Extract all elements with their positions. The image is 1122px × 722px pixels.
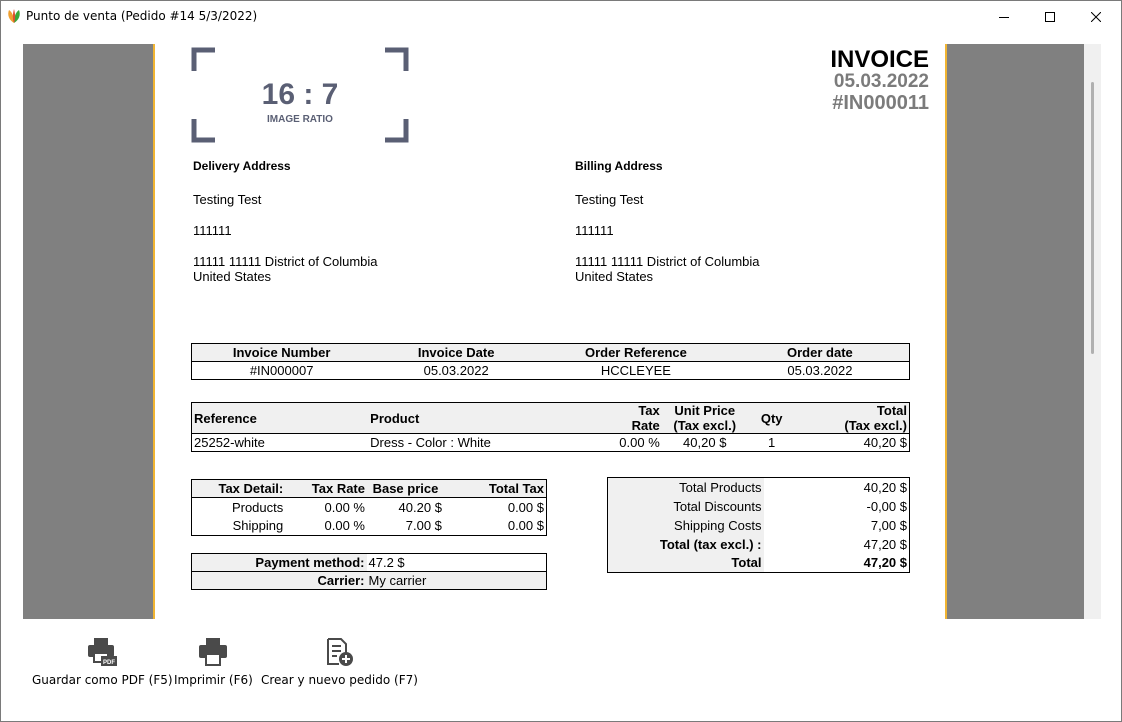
- products-table: [191, 402, 910, 452]
- close-button[interactable]: [1073, 1, 1119, 32]
- table-row: [192, 362, 910, 380]
- print-button[interactable]: [174, 637, 253, 687]
- invoice-info-table: [191, 343, 910, 380]
- column-header: Invoice Number: [192, 344, 372, 362]
- save-pdf-button[interactable]: [32, 637, 173, 687]
- delivery-phone: 111111: [193, 223, 232, 238]
- table-cell: 0.00 %: [324, 518, 365, 534]
- table-cell: 40.20 $: [398, 499, 442, 515]
- column-header: Tax Detail:: [192, 480, 286, 498]
- maximize-button[interactable]: [1027, 1, 1073, 32]
- column-header: Total Tax: [444, 480, 547, 498]
- column-header: Product: [368, 403, 588, 434]
- table-cell: 7.00 $: [405, 518, 442, 534]
- table-row: [192, 434, 910, 452]
- table-cell: 1: [768, 435, 776, 450]
- pdf-printer-icon: [87, 637, 117, 667]
- minimize-icon: [999, 12, 1009, 22]
- logo-caption-text: IMAGE RATIO: [267, 114, 333, 125]
- new-document-icon: [324, 637, 354, 667]
- total-discounts-value: -0,00 $: [866, 498, 907, 514]
- payment-table: [191, 553, 547, 590]
- table-row: [608, 554, 910, 573]
- close-icon: [1091, 12, 1101, 22]
- new-order-button[interactable]: [261, 637, 418, 687]
- table-row: [192, 517, 547, 536]
- invoice-page: [153, 44, 946, 619]
- table-cell: Products: [231, 499, 284, 515]
- minimize-button[interactable]: [981, 1, 1027, 32]
- logo-placeholder: [191, 47, 409, 143]
- total-tax-excl-value: 47,20 $: [863, 536, 907, 552]
- payment-method-label: Payment method:: [192, 554, 367, 572]
- billing-country: United States: [575, 269, 654, 284]
- total-discounts-label: Total Discounts: [608, 497, 764, 516]
- table-row: [192, 554, 547, 572]
- table-cell: 40,20 $: [683, 435, 727, 450]
- scrollbar-thumb[interactable]: [1091, 82, 1094, 354]
- table-cell: Dress - Color : White: [370, 435, 491, 450]
- table-cell: 0.00 $: [507, 518, 544, 534]
- table-row: [608, 516, 910, 535]
- total-tax-excl-label: Total (tax excl.) :: [608, 535, 764, 554]
- table-header-row: [192, 344, 910, 362]
- logo-ratio-text: 16 : 7: [261, 78, 339, 111]
- table-row: [608, 478, 910, 497]
- table-header-row: [192, 480, 547, 498]
- billing-address: [575, 159, 760, 284]
- delivery-country: United States: [193, 269, 272, 284]
- table-cell: 0.00 $: [507, 499, 544, 515]
- column-header: Unit Price (Tax excl.): [662, 403, 748, 434]
- app-leaf-icon: [6, 8, 22, 24]
- page-edge-left: [153, 44, 155, 619]
- column-header: Order Reference: [541, 344, 731, 362]
- svg-text:PDF: PDF: [103, 660, 116, 666]
- maximize-icon: [1045, 12, 1055, 22]
- invoice-title: INVOICE: [830, 46, 929, 73]
- billing-address-heading: Billing Address: [575, 159, 663, 173]
- printer-icon: [198, 637, 228, 667]
- window-title: Punto de venta (Pedido #14 5/3/2022): [26, 9, 258, 23]
- column-header: Order date: [731, 344, 910, 362]
- table-cell: HCCLEYEE: [600, 363, 671, 378]
- grand-total-value: 47,20 $: [863, 555, 907, 571]
- column-header: Invoice Date: [371, 344, 541, 362]
- table-cell: 0.00 %: [324, 499, 365, 515]
- table-cell: #IN000007: [249, 363, 314, 378]
- billing-street: 11111 11111 District of Columbia: [575, 254, 760, 269]
- delivery-address: [193, 159, 378, 284]
- table-row: [192, 498, 547, 517]
- grand-total-label: Total: [608, 554, 764, 573]
- new-order-label: Crear y nuevo pedido (F7): [261, 673, 418, 687]
- billing-phone: 111111: [575, 223, 614, 238]
- column-header: Tax Rate: [588, 403, 662, 434]
- print-label: Imprimir (F6): [174, 673, 253, 687]
- bottom-toolbar: [1, 621, 1121, 721]
- table-cell: 05.03.2022: [423, 363, 489, 378]
- delivery-name: Testing Test: [193, 192, 262, 207]
- table-cell: 0.00 %: [619, 435, 660, 450]
- billing-name: Testing Test: [575, 192, 644, 207]
- table-cell: 40,20 $: [863, 435, 907, 450]
- invoice-date: 05.03.2022: [833, 71, 929, 92]
- column-header: Tax Rate: [285, 480, 367, 498]
- invoice-header: [830, 48, 929, 114]
- vertical-scrollbar[interactable]: [1084, 44, 1101, 619]
- shipping-costs-label: Shipping Costs: [608, 516, 764, 535]
- table-cell: Shipping: [232, 518, 284, 534]
- table-row: [192, 572, 547, 590]
- column-header: Base price: [367, 480, 444, 498]
- total-products-label: Total Products: [608, 478, 764, 497]
- column-header: Total (Tax excl.): [796, 403, 910, 434]
- table-row: [608, 497, 910, 516]
- totals-table: [607, 477, 910, 573]
- carrier-value: My carrier: [367, 572, 547, 590]
- payment-method-value: 47.2 $: [367, 554, 547, 572]
- table-cell: 25252-white: [194, 435, 265, 450]
- save-pdf-label: Guardar como PDF (F5): [32, 673, 173, 687]
- page-edge-right: [945, 44, 947, 619]
- tax-detail-table: [191, 479, 547, 536]
- invoice-number: #IN000011: [832, 92, 929, 114]
- title-bar: [1, 1, 1121, 32]
- carrier-label: Carrier:: [192, 572, 367, 590]
- column-header: Reference: [192, 403, 369, 434]
- document-viewer[interactable]: [23, 44, 1101, 619]
- shipping-costs-value: 7,00 $: [870, 517, 907, 533]
- delivery-address-heading: Delivery Address: [193, 159, 291, 173]
- total-products-value: 40,20 $: [863, 479, 907, 495]
- delivery-street: 11111 11111 District of Columbia: [193, 254, 378, 269]
- table-row: [608, 535, 910, 554]
- column-header: Qty: [748, 403, 796, 434]
- table-cell: 05.03.2022: [787, 363, 853, 378]
- table-header-row: [192, 403, 910, 434]
